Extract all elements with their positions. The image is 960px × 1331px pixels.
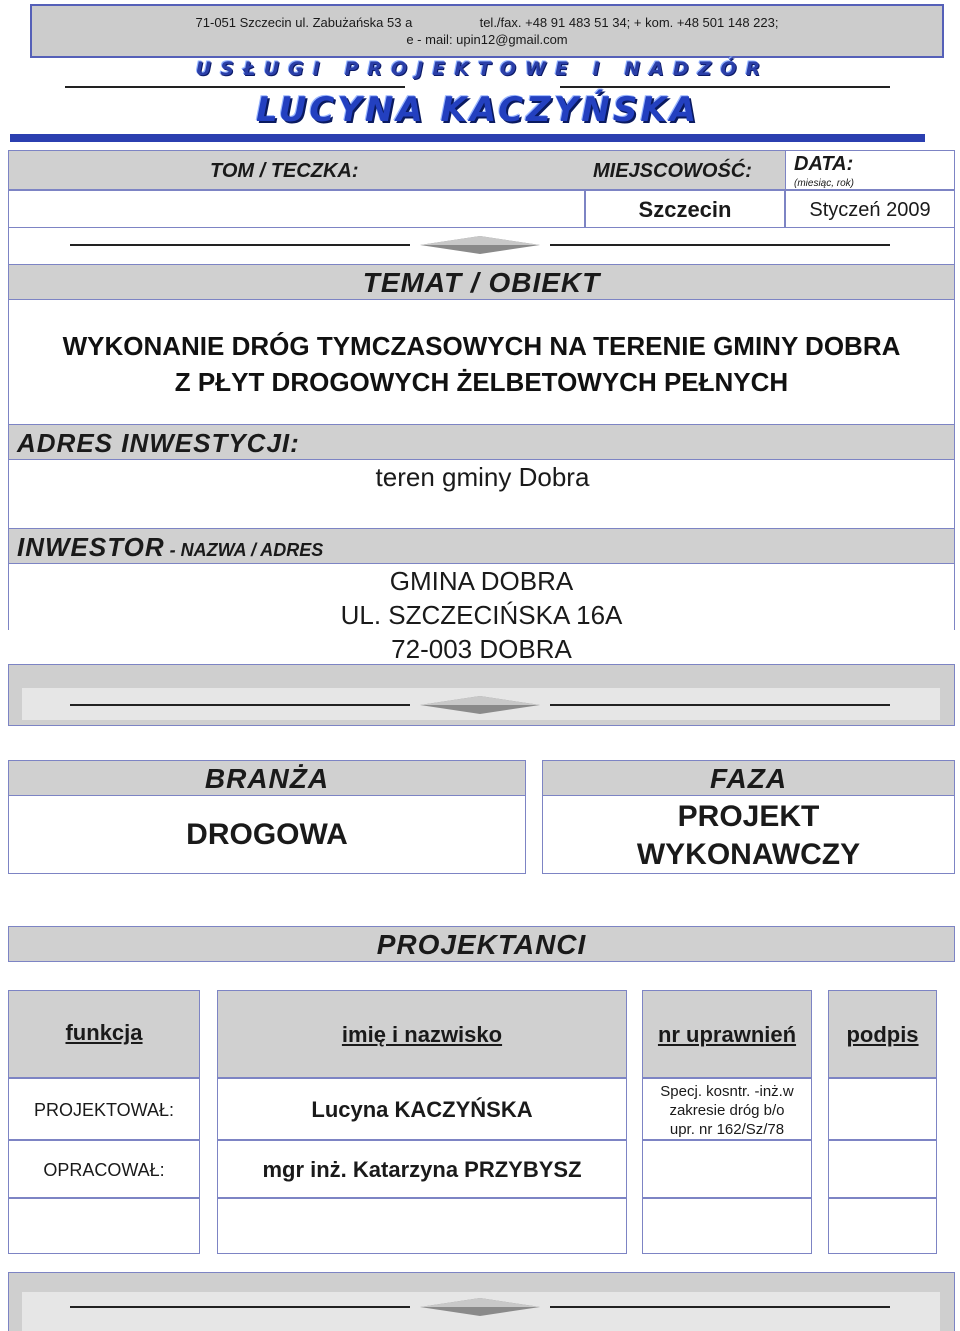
row1-upr-line-3: upr. nr 162/Sz/78 [669, 1121, 785, 1138]
inwestor-label-row [8, 528, 955, 564]
temat-content [8, 300, 955, 424]
header-funkcja: funkcja [8, 990, 200, 1078]
divider-line [70, 704, 410, 706]
faza-label: FAZA [542, 760, 955, 796]
data-value: Styczeń 2009 [785, 190, 955, 228]
data-header-cell [785, 150, 955, 190]
faza-line-1: PROJEKT [677, 800, 820, 833]
header-nr-uprawnien: nr uprawnień [642, 990, 812, 1078]
banner-services: USŁUGI PROJEKTOWE I NADZÓR [195, 58, 770, 80]
temat-line-1: WYKONANIE DRÓG TYMCZASOWYCH NA TERENIE GMINY DOBRA [62, 331, 901, 361]
miejscowosc-value: Szczecin [585, 190, 785, 228]
banner-owner-name: LUCYNA KACZYŃSKA [255, 90, 700, 130]
divider-line [65, 86, 405, 88]
inwestor-line-2: UL. SZCZECIŃSKA 16A [340, 600, 623, 630]
data-label: DATA: [794, 153, 854, 175]
inwestor-content [8, 564, 955, 666]
row1-upr-line-2: zakresie dróg b/o [669, 1102, 785, 1119]
faza-value [542, 796, 955, 874]
row1-podpis [828, 1078, 937, 1140]
row1-upr-line-1: Specj. kosntr. -inż.w [660, 1083, 794, 1100]
row1-funkcja: PROJEKTOWAŁ: [8, 1078, 200, 1140]
row3-empty-cell [8, 1198, 200, 1254]
contact-box [30, 4, 944, 58]
row2-funkcja: OPRACOWAŁ: [8, 1140, 200, 1198]
adres-label: ADRES INWESTYCJI: [8, 424, 955, 460]
banner-bar [10, 134, 925, 142]
inwestor-sublabel: - NAZWA / ADRES [164, 540, 324, 560]
row3-empty-cell [217, 1198, 627, 1254]
inwestor-line-1: GMINA DOBRA [389, 566, 574, 596]
row2-name: mgr inż. Katarzyna PRZYBYSZ [217, 1140, 627, 1198]
company-email: e - mail: upin12@gmail.com [406, 32, 568, 47]
diamond-ornament-icon [420, 236, 540, 254]
tom-value-cell [8, 190, 585, 228]
diamond-ornament-icon [420, 1298, 540, 1316]
header-imie-nazwisko: imię i nazwisko [217, 990, 627, 1078]
row1-uprawnienia [642, 1078, 812, 1140]
branza-label: BRANŻA [8, 760, 526, 796]
inwestor-line-3: 72-003 DOBRA [391, 634, 572, 664]
divider-line [550, 244, 890, 246]
divider-line [550, 1306, 890, 1308]
row1-name: Lucyna KACZYŃSKA [217, 1078, 627, 1140]
tom-label: TOM / TECZKA: [210, 160, 359, 182]
header-podpis: podpis [828, 990, 937, 1078]
data-hint: (miesiąc, rok) [794, 178, 855, 189]
inwestor-label: INWESTOR [17, 532, 165, 562]
row3-empty-cell [642, 1198, 812, 1254]
diamond-ornament-icon [420, 696, 540, 714]
company-address: 71-051 Szczecin ul. Zabużańska 53 a [195, 15, 413, 30]
row2-podpis [828, 1140, 937, 1198]
faza-line-2: WYKONAWCZY [636, 838, 861, 871]
miejscowosc-label: MIEJSCOWOŚĆ: [593, 160, 752, 182]
divider-line [550, 704, 890, 706]
temat-line-2: Z PŁYT DROGOWYCH ŻELBETOWYCH PEŁNYCH [174, 367, 789, 397]
company-phone: tel./fax. +48 91 483 51 34; + kom. +48 501 148 223; [479, 15, 779, 30]
adres-value: teren gminy Dobra [375, 462, 590, 492]
temat-label: TEMAT / OBIEKT [8, 264, 955, 300]
branza-value: DROGOWA [8, 796, 526, 874]
row3-empty-cell [828, 1198, 937, 1254]
divider-line [70, 244, 410, 246]
row2-uprawnienia [642, 1140, 812, 1198]
divider-line [70, 1306, 410, 1308]
projektanci-label: PROJEKTANCI [8, 926, 955, 962]
adres-content [8, 460, 955, 528]
divider-line [560, 86, 890, 88]
